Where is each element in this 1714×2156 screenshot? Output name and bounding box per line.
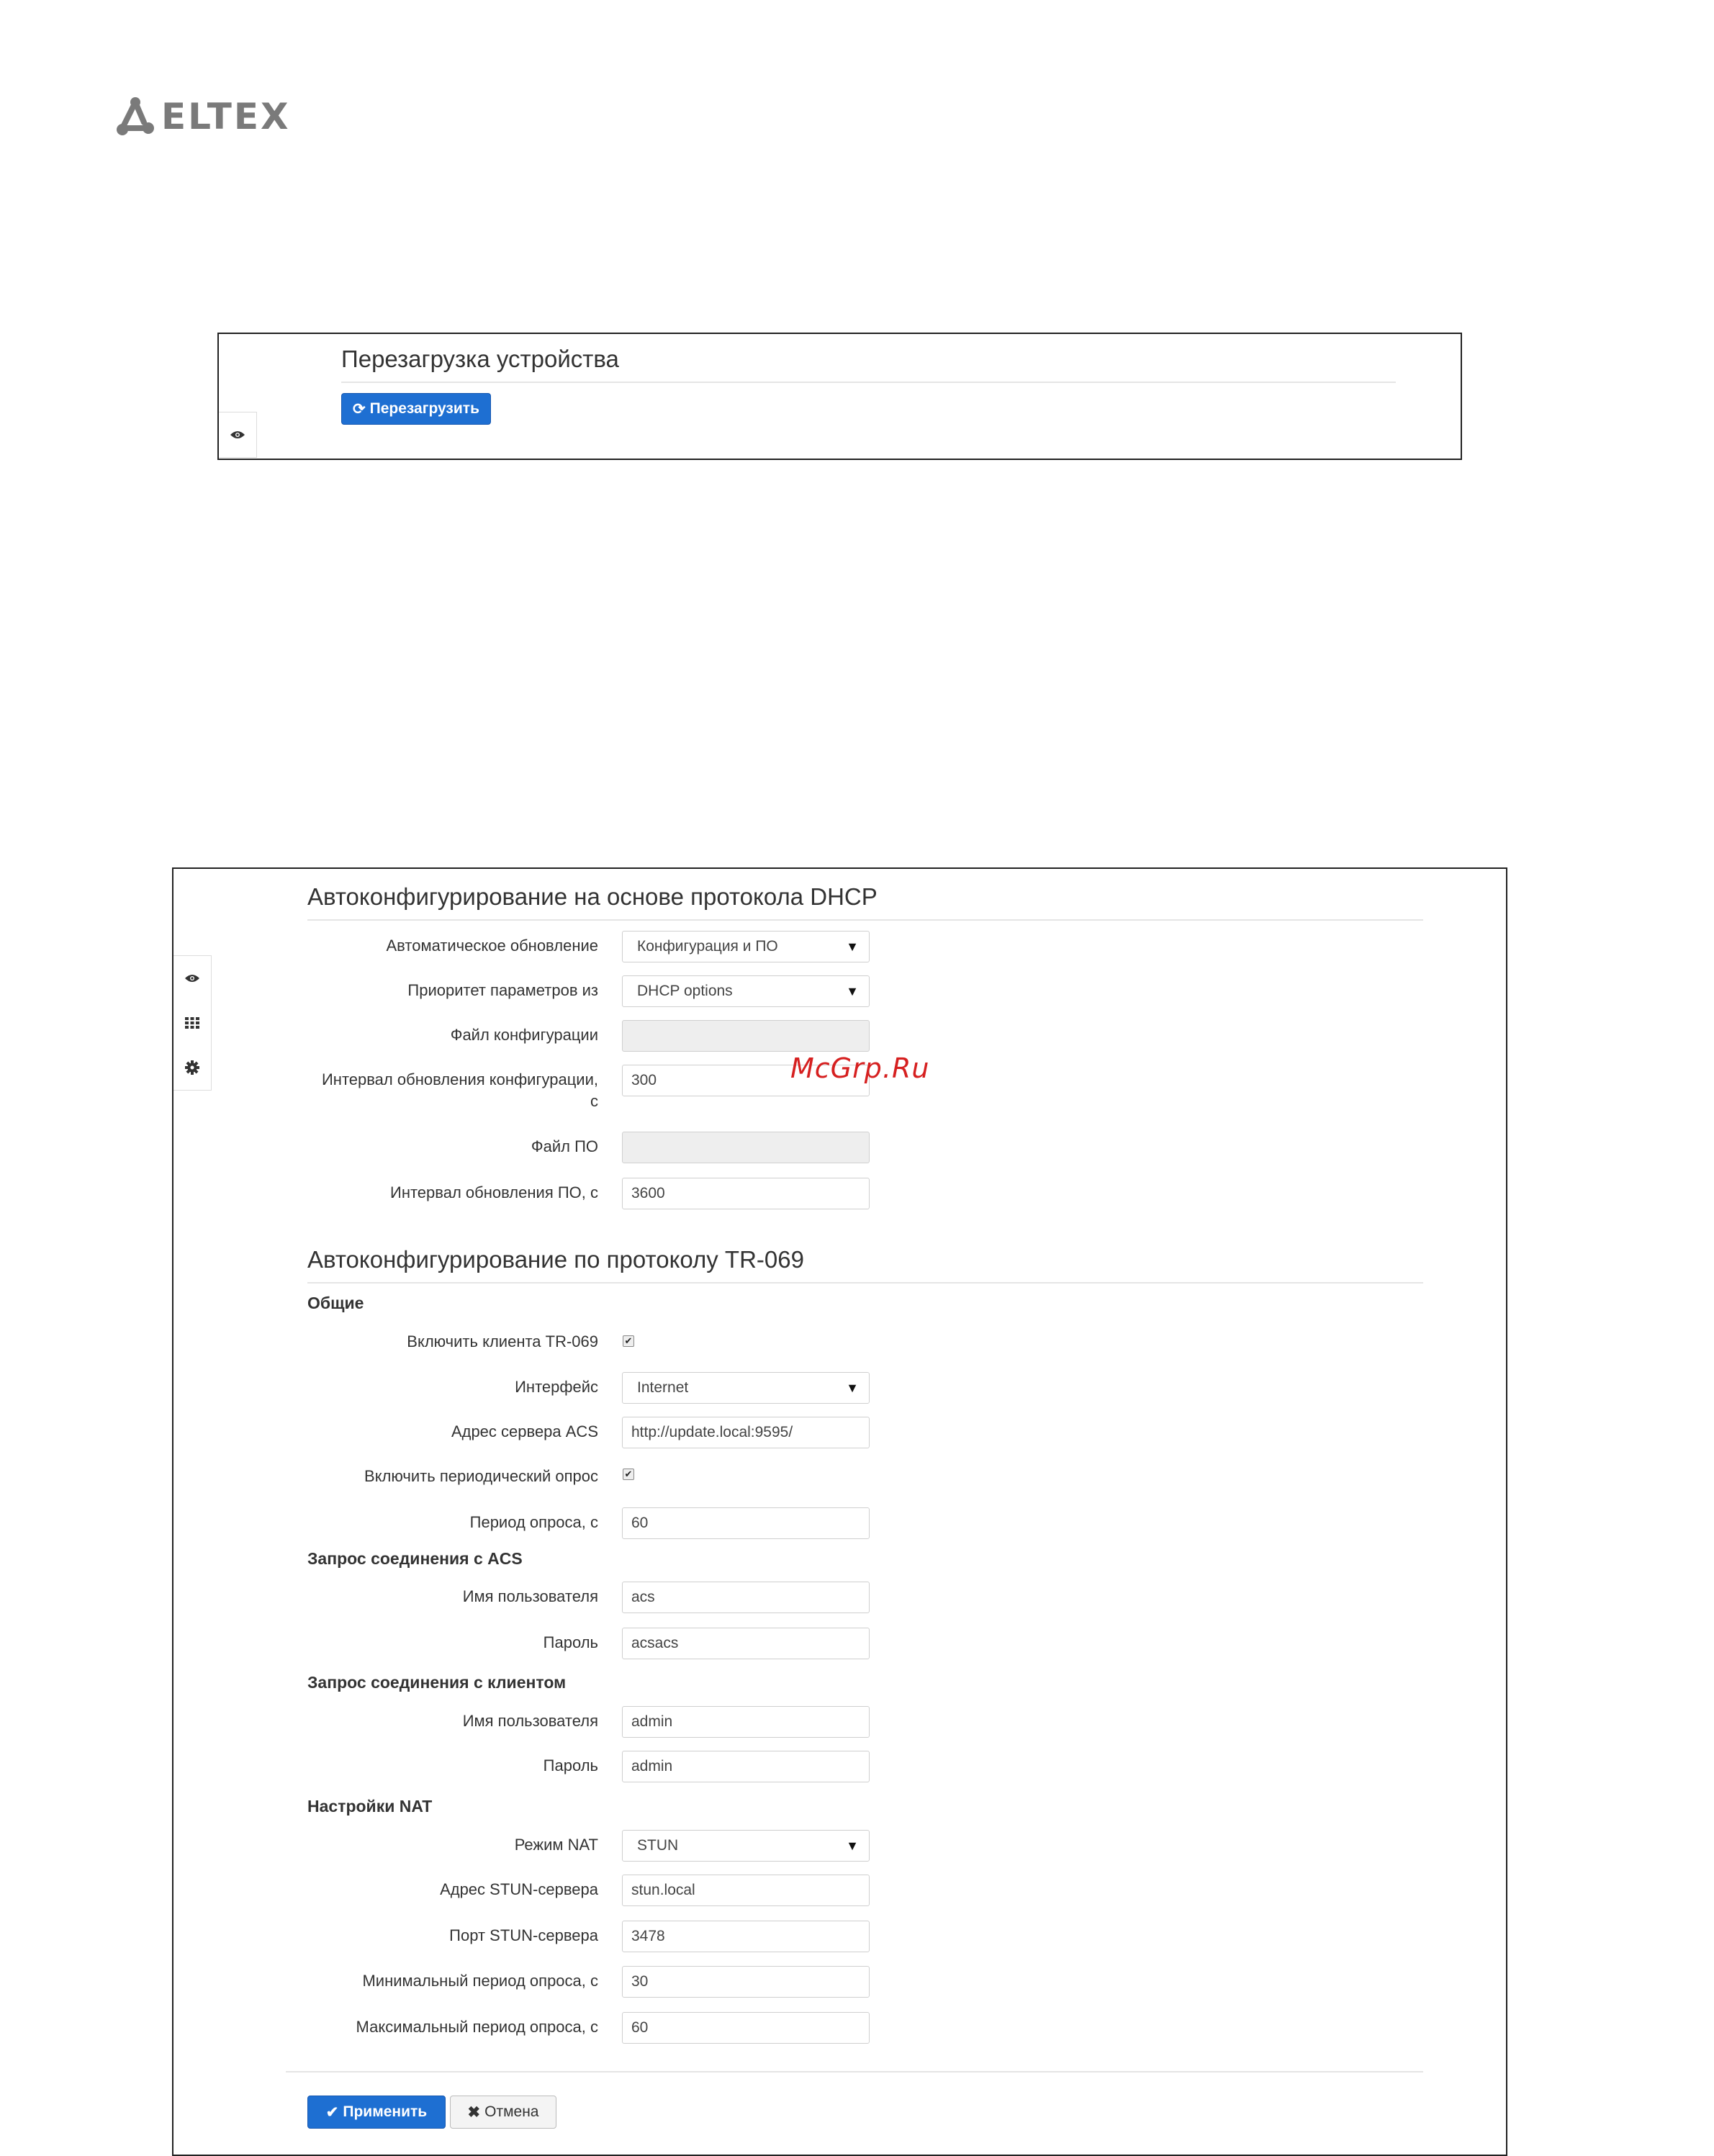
period-label: Период опроса, с [469,1513,598,1531]
interface-select[interactable] [622,1372,870,1404]
eye-icon [184,973,200,983]
refresh-icon: ⟳ [353,400,366,418]
auto-update-value: Конфигурация и ПО [637,938,778,955]
divider [341,382,1396,383]
grid-icon [184,1016,200,1029]
periodic-checkbox[interactable]: ✔ [623,1469,634,1480]
config-interval-input[interactable]: 300 [622,1065,870,1096]
acs-url-input[interactable]: http://update.local:9595/ [622,1417,870,1448]
config-file-input[interactable] [622,1020,870,1052]
apply-button[interactable] [307,2096,446,2129]
apply-button-label: Применить [343,2103,428,2120]
config-file-label: Файл конфигурации [450,1026,598,1044]
acs-user-input[interactable]: acs [622,1582,870,1613]
eye-icon [230,430,245,440]
dhcp-title: Автоконфигурирование на основе протокола DHCP [307,883,878,910]
general-subhead: Общие [307,1294,364,1312]
acs-user-label: Имя пользователя [462,1587,598,1605]
priority-label: Приоритет параметров из [407,981,598,999]
client-user-label: Имя пользователя [462,1712,598,1730]
side-tabs [173,955,212,1091]
cancel-button[interactable] [450,2096,556,2129]
config-interval-label [281,1069,598,1112]
client-conn-subhead: Запрос соединения с клиентом [307,1673,567,1692]
nat-mode-value: STUN [637,1837,679,1854]
cancel-button-label: Отмена [484,2103,539,2120]
gear-icon [185,1060,199,1075]
interface-value: Internet [637,1379,689,1396]
fw-interval-input[interactable]: 3600 [622,1178,870,1209]
tab-grid[interactable] [173,1001,211,1045]
nat-mode-label: Режим NAT [514,1836,598,1854]
watermark: McGrp.Ru [790,1052,930,1084]
tab-settings[interactable] [173,1045,211,1090]
enable-client-checkbox[interactable]: ✔ [623,1335,634,1347]
config-interval-label-line1: Интервал обновления конфигурации, [321,1070,598,1088]
divider [307,1282,1423,1284]
client-pass-label: Пароль [543,1756,598,1774]
fw-file-label: Файл ПО [531,1137,598,1155]
eltex-logo [115,95,291,138]
stun-port-label: Порт STUN-сервера [449,1926,598,1944]
client-user-input[interactable]: admin [622,1706,870,1738]
min-period-label: Минимальный период опроса, с [362,1972,598,1990]
interface-label: Интерфейс [515,1378,598,1396]
tab-view[interactable] [173,956,211,1001]
dropdown-arrow-icon: ▼ [846,939,859,954]
auto-update-select[interactable] [622,931,870,962]
nat-mode-select[interactable] [622,1830,870,1862]
fw-interval-label: Интервал обновления ПО, с [390,1183,598,1201]
nat-subhead: Настройки NAT [307,1797,433,1816]
min-period-input[interactable]: 30 [622,1966,870,1998]
stun-port-input[interactable]: 3478 [622,1921,870,1952]
side-tabs [219,412,257,458]
eltex-logo-icon [115,96,155,137]
config-interval-label-line2: с [590,1092,598,1110]
max-period-label: Максимальный период опроса, с [356,2018,598,2036]
client-pass-input[interactable]: admin [622,1751,870,1782]
reboot-panel [217,333,1462,460]
period-input[interactable]: 60 [622,1507,870,1539]
acs-conn-subhead: Запрос соединения с ACS [307,1549,523,1568]
acs-url-label: Адрес сервера ACS [451,1422,598,1440]
priority-value: DHCP options [637,983,733,999]
reboot-button-label: Перезагрузить [369,400,479,417]
acs-pass-input[interactable]: acsacs [622,1628,870,1659]
fw-file-input[interactable] [622,1132,870,1163]
priority-select[interactable] [622,975,870,1007]
tab-view[interactable] [219,412,256,457]
logo-text: ELTEX [161,96,291,137]
auto-update-label: Автоматическое обновление [386,937,598,955]
enable-client-label: Включить клиента TR-069 [407,1332,598,1350]
stun-addr-input[interactable]: stun.local [622,1875,870,1906]
tr069-title: Автоконфигурирование по протоколу TR-069 [307,1246,804,1273]
max-period-input[interactable]: 60 [622,2012,870,2044]
stun-addr-label: Адрес STUN-сервера [440,1880,598,1898]
periodic-label: Включить периодический опрос [364,1467,598,1485]
dropdown-arrow-icon: ▼ [846,1380,859,1395]
divider [307,919,1423,921]
divider [286,2071,1423,2072]
dropdown-arrow-icon: ▼ [846,983,859,998]
dropdown-arrow-icon: ▼ [846,1838,859,1853]
acs-pass-label: Пароль [543,1633,598,1651]
reboot-title: Перезагрузка устройства [341,346,619,372]
check-icon: ✔ [325,2103,339,2121]
close-icon: ✖ [467,2103,481,2121]
reboot-button[interactable] [341,393,491,425]
